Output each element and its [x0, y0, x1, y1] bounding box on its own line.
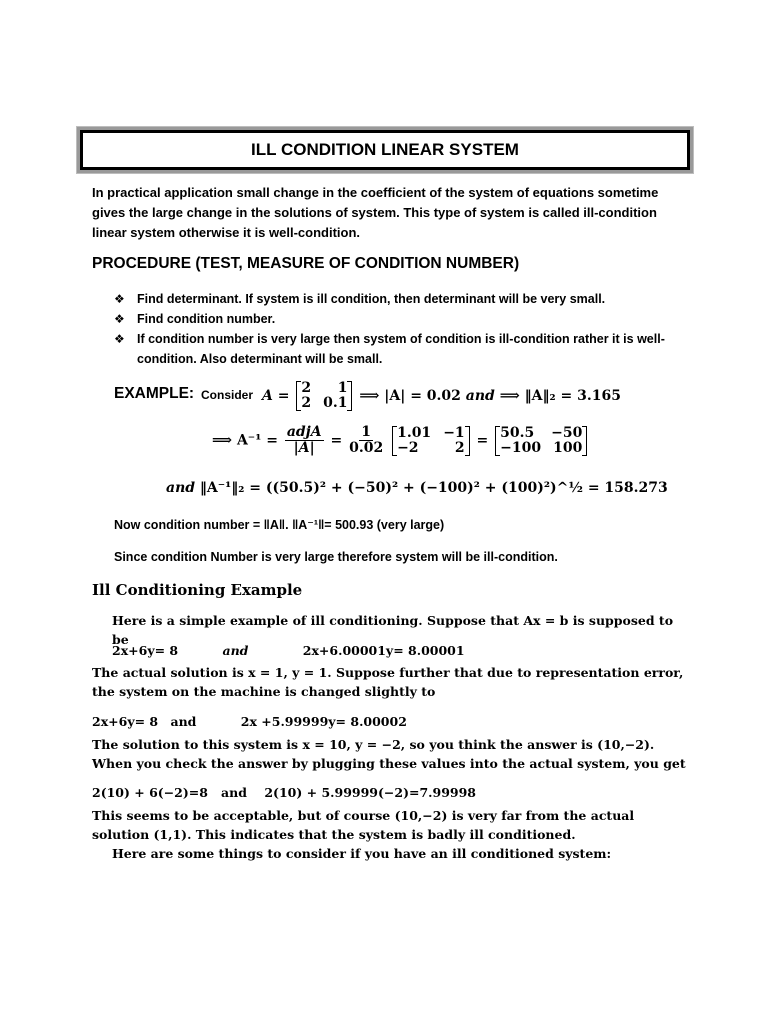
- intro-paragraph: In practical application small change in the coefficient of the system of equations sometime gives the large change in the solutions of system. This type of system is called ill-condition linear system otherwise it is well-condition.: [92, 185, 659, 240]
- list-item: ❖ Find condition number.: [114, 309, 674, 329]
- equation-row-3: 2(10) + 6(−2)=8 and 2(10) + 5.99999(−2)=7.99998: [92, 785, 477, 800]
- equation-row-2: 2x+6y= 8 and 2x +5.99999y= 8.00002: [92, 714, 407, 729]
- procedure-list: [114, 289, 674, 369]
- adj-fraction: $\frac{\text{adjA}}{|A|}$: [286, 424, 322, 456]
- page-title: ILL CONDITION LINEAR SYSTEM: [251, 140, 519, 159]
- conclusion-text: Since condition Number is very large therefore system will be ill-condition.: [114, 550, 558, 564]
- ill-example-p3: The solution to this system is x = 10, y = −2, so you think the answer is (10,−2). When you check the answer by plugging these values into the actual system, you get: [92, 737, 686, 771]
- list-item: ❖ If condition number is very large then system of condition is ill-condition rather it is well-condition. Also determinant will be small.: [114, 329, 674, 369]
- diamond-bullet-icon: ❖: [114, 312, 125, 326]
- matrix-a-equation: A = 2 1 2 0.1 ⟹ |A| = 0.02 and ⟹ ‖A‖₂ = 3.165: [262, 380, 621, 411]
- list-item: ❖ Find determinant. If system is ill condition, then determinant will be very small.: [114, 289, 674, 309]
- equation-row-1: 2x+6y= 8 and 2x+6.00001y= 8.00001: [112, 643, 465, 658]
- ill-example-p2: The actual solution is x = 1, y = 1. Suppose further that due to representation error, the system on the machine is changed slightly to: [92, 665, 684, 699]
- example-label: EXAMPLE:: [114, 385, 195, 402]
- diamond-bullet-icon: ❖: [114, 292, 125, 306]
- ill-example-p4: This seems to be acceptable, but of course (10,−2) is very far from the actual solution (1,1). This indicates that the system is badly ill conditioned.: [92, 808, 635, 842]
- diamond-bullet-icon: ❖: [114, 332, 125, 346]
- inverse-matrix: 50.5 −50 −100 100: [495, 426, 587, 456]
- adj-matrix: 1.01 −1 −2 2: [392, 426, 470, 456]
- inverse-equation: ⟹ A⁻¹ = $\frac{\text{adjA}}{|A|}$ = $\frac{1}{0.02}$ 1.01 −1 −2 2 = 50.5 −50 −100 100: [212, 425, 589, 456]
- det-fraction: $\frac{1}{0.02}$: [349, 424, 384, 456]
- title-box: [80, 130, 690, 170]
- procedure-heading: PROCEDURE (TEST, MEASURE OF CONDITION NUMBER): [92, 255, 520, 272]
- condition-number-text: Now condition number = ‖A‖. ‖A⁻¹‖= 500.93 (very large): [114, 518, 445, 532]
- inverse-norm-equation: and ‖A⁻¹‖₂ = ((50.5)² + (−50)² + (−100)² + (100)²)^½ = 158.273: [166, 480, 668, 496]
- ill-example-p1: Here is a simple example of ill conditioning. Suppose that Ax = b is supposed to be: [112, 613, 674, 647]
- ill-example-p5: Here are some things to consider if you have an ill conditioned system:: [112, 846, 612, 861]
- example-consider: Consider: [201, 388, 254, 402]
- ill-example-heading: Ill Conditioning Example: [92, 581, 303, 599]
- matrix-a: 2 1 2 0.1: [296, 381, 352, 411]
